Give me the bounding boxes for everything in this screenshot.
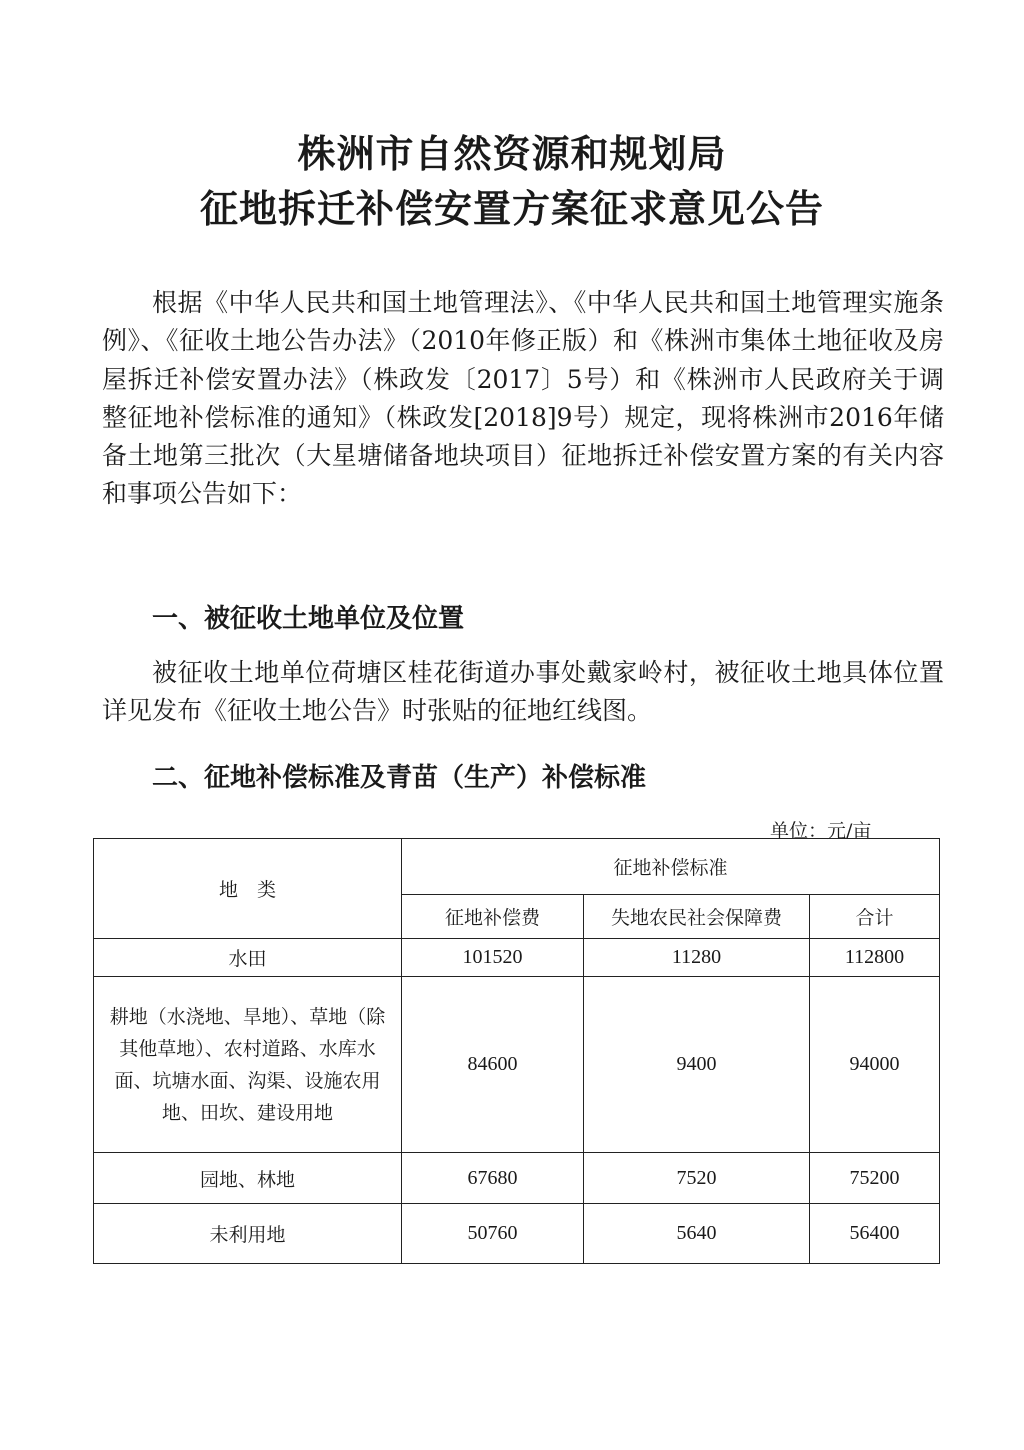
- compensation-cell: 84600: [402, 977, 584, 1153]
- table-row: [94, 939, 940, 977]
- compensation-table: [93, 838, 940, 1264]
- section1-heading: 一、被征收土地单位及位置: [152, 604, 465, 634]
- table-row: [94, 1153, 940, 1204]
- document-title-line1: 株洲市自然资源和规划局: [297, 132, 727, 176]
- total-cell: 94000: [810, 977, 940, 1153]
- intro-paragraph: 根据《中华人民共和国土地管理法》、《中华人民共和国土地管理实施条例》、《征收土地公告办法》（2010年修正版）和《株洲市集体土地征收及房屋拆迁补偿安置办法》（株政发〔2017〕5号）和《株洲市人民政府关于调整征地补偿标准的通知》（株政发[2018]9号）规定，现将株洲市2016年储备土地第三批次（大星塘储备地块项目）征地拆迁补偿安置方案的有关内容和事项公告如下：: [102, 288, 944, 509]
- section2-heading: 二、征地补偿标准及青苗（生产）补偿标准: [152, 763, 647, 793]
- social-security-cell: 9400: [584, 977, 810, 1153]
- social-security-cell: 11280: [584, 939, 810, 977]
- section1-text: 被征收土地单位荷塘区桂花街道办事处戴家岭村，被征收土地具体位置详见发布《征收土地公告》时张贴的征地红线图。: [102, 658, 944, 726]
- header-total: 合计: [810, 895, 940, 939]
- table-row: [94, 1204, 940, 1264]
- header-social-security-fee: 失地农民社会保障费: [584, 895, 810, 939]
- compensation-cell: 101520: [402, 939, 584, 977]
- total-cell: 75200: [810, 1153, 940, 1204]
- land-type-cell: 园地、林地: [94, 1153, 402, 1204]
- table-header-row: [94, 839, 940, 895]
- land-type-cell: 耕地（水浇地、旱地）、草地（除其他草地）、农村道路、水库水面、坑塘水面、沟渠、设施农用地、田坎、建设用地: [94, 977, 402, 1153]
- social-security-cell: 5640: [584, 1204, 810, 1264]
- compensation-cell: 50760: [402, 1204, 584, 1264]
- total-cell: 56400: [810, 1204, 940, 1264]
- document-title-line2: 征地拆迁补偿安置方案征求意见公告: [199, 187, 824, 231]
- social-security-cell: 7520: [584, 1153, 810, 1204]
- compensation-cell: 67680: [402, 1153, 584, 1204]
- unit-label: 单位：元/亩: [770, 820, 872, 842]
- total-cell: 112800: [810, 939, 940, 977]
- header-compensation-fee: 征地补偿费: [402, 895, 584, 939]
- table-row: [94, 977, 940, 1153]
- header-landtype: 地 类: [94, 839, 402, 939]
- land-type-cell: 水田: [94, 939, 402, 977]
- header-compensation-standard: 征地补偿标准: [402, 839, 940, 895]
- land-type-cell: 未利用地: [94, 1204, 402, 1264]
